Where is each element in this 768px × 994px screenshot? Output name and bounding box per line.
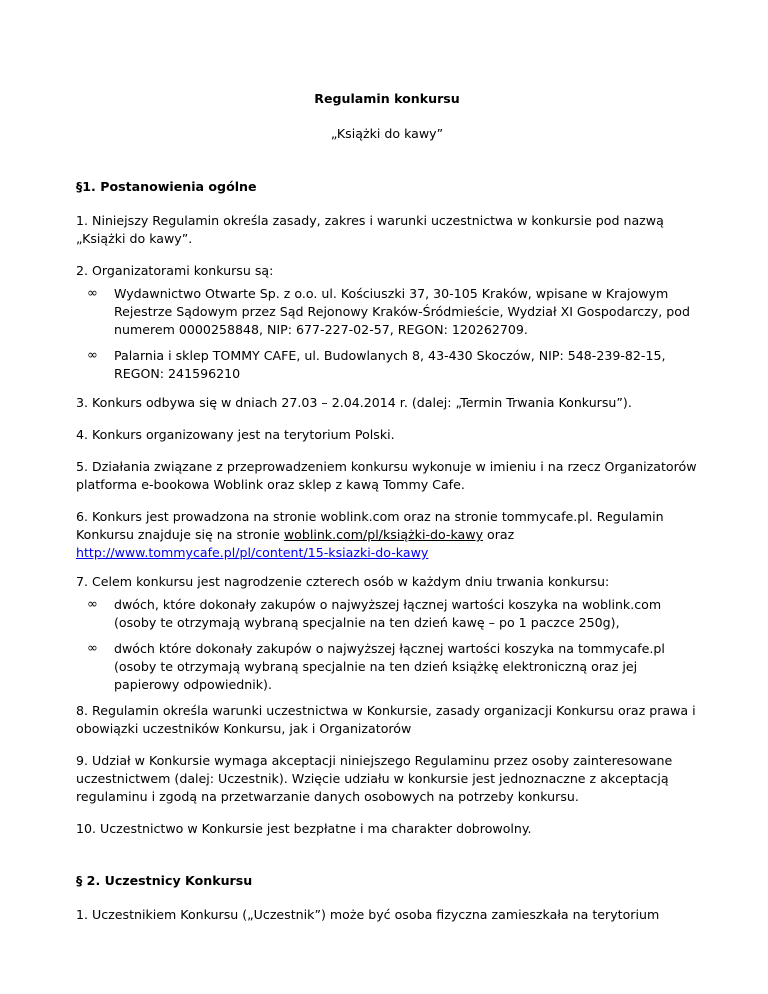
organizer-2: Palarnia i sklep TOMMY CAFE, ul. Budowlanych 8, 43-430 Skoczów, NIP: 548-239-82-15, REGON: 241596210 bbox=[114, 348, 666, 381]
bullet-icon: ∞ bbox=[87, 597, 98, 612]
prizes-list bbox=[76, 596, 698, 694]
s1-paragraph-2: 2. Organizatorami konkursu są: bbox=[76, 263, 274, 278]
section-2-heading: § 2. Uczestnicy Konkursu bbox=[76, 873, 253, 888]
list-item bbox=[76, 285, 698, 339]
list-item bbox=[76, 640, 698, 694]
woblink-regulamin-link[interactable]: woblink.com/pl/książki-do-kawy bbox=[283, 527, 484, 542]
document-title: Regulamin konkursu bbox=[314, 91, 460, 106]
bullet-icon: ∞ bbox=[87, 286, 98, 301]
s2-paragraph-1: 1. Uczestnikiem Konkursu („Uczestnik”) może być osoba fizyczna zamieszkała na terytorium bbox=[76, 907, 660, 922]
p6-text-mid: oraz bbox=[483, 527, 515, 542]
document-subtitle: „Książki do kawy” bbox=[330, 126, 444, 141]
s1-paragraph-10: 10. Uczestnictwo w Konkursie jest bezpłatne i ma charakter dobrowolny. bbox=[76, 821, 532, 836]
p6-text-start: 6. Konkurs jest prowadzona na stronie woblink.com oraz na stronie tommycafe.pl. Regulamin Konkursu znajduje się na stronie bbox=[76, 509, 664, 542]
bullet-icon: ∞ bbox=[87, 348, 98, 363]
prize-2: dwóch które dokonały zakupów o najwyższej łącznej wartości koszyka na tommycafe.pl (osoby te otrzymają wybraną specjalnie na ten dzień książkę elektroniczną oraz jej papierowy odpowiednik). bbox=[114, 641, 665, 692]
s1-paragraph-9: 9. Udział w Konkursie wymaga akceptacji niniejszego Regulaminu przez osoby zainteresowane uczestnictwem (dalej: Uczestnik). Wzięcie udziału w konkursie jest jednoznaczne z akceptacją regulaminu i zgodą na przetwarzanie danych osobowych na potrzeby konkursu. bbox=[76, 753, 673, 804]
s1-paragraph-7: 7. Celem konkursu jest nagrodzenie czterech osób w każdym dniu trwania konkursu: bbox=[76, 574, 610, 589]
list-item bbox=[76, 596, 698, 632]
s1-paragraph-6 bbox=[76, 508, 698, 562]
organizers-list bbox=[76, 285, 698, 383]
s1-paragraph-8: 8. Regulamin określa warunki uczestnictwa w Konkursie, zasady organizacji Konkursu oraz prawa i obowiązki uczestników Konkursu, jak i Organizatorów bbox=[76, 703, 696, 736]
prize-1: dwóch, które dokonały zakupów o najwyższej łącznej wartości koszyka na woblink.com (osoby te otrzymają wybraną specjalnie na ten dzień kawę – po 1 paczce 250g), bbox=[114, 597, 662, 630]
tommycafe-regulamin-link[interactable]: http://www.tommycafe.pl/pl/content/15-ksiazki-do-kawy bbox=[76, 545, 429, 560]
s1-paragraph-3: 3. Konkurs odbywa się w dniach 27.03 – 2.04.2014 r. (dalej: „Termin Trwania Konkursu”). bbox=[76, 395, 632, 410]
section-1-heading: §1. Postanowienia ogólne bbox=[76, 179, 257, 194]
organizer-1: Wydawnictwo Otwarte Sp. z o.o. ul. Kościuszki 37, 30-105 Kraków, wpisane w Krajowym Rejestrze Sądowym przez Sąd Rejonowy Kraków-Śródmieście, Wydział XI Gospodarczy, pod numerem 0000258848, NIP: 677-227-02-57, REGON: 120262709. bbox=[114, 286, 690, 337]
s1-paragraph-5: 5. Działania związane z przeprowadzeniem konkursu wykonuje w imieniu i na rzecz Organizatorów platforma e-bookowa Woblink oraz sklep z kawą Tommy Cafe. bbox=[76, 459, 697, 492]
s1-paragraph-1: 1. Niniejszy Regulamin określa zasady, zakres i warunki uczestnictwa w konkursie pod nazwą „Książki do kawy”. bbox=[76, 213, 664, 246]
s1-paragraph-4: 4. Konkurs organizowany jest na terytorium Polski. bbox=[76, 427, 395, 442]
bullet-icon: ∞ bbox=[87, 641, 98, 656]
list-item bbox=[76, 347, 698, 383]
